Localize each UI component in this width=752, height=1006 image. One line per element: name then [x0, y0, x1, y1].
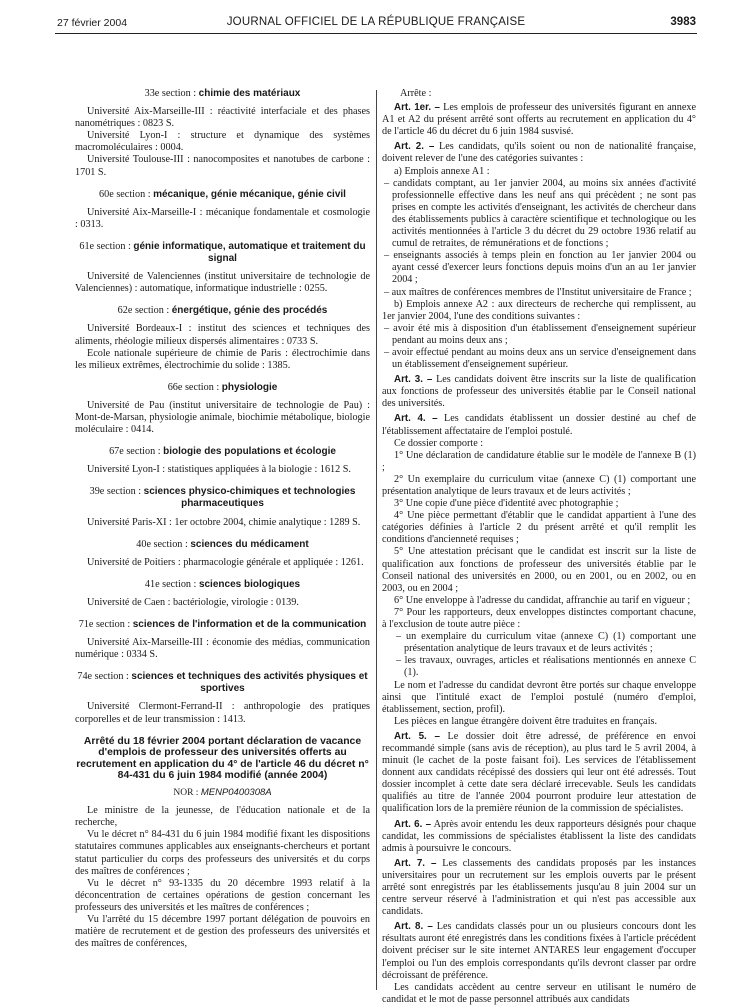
article-8-text: Les candidats classés pour un ou plusieurs concours dont les résultats auront été enregistrés dans les conditions fixées à l'article précédent doivent préciser sur le site internet ANTARES leur engagement d'occuper l'emploi ou l'un des emplois correspondants qu'ils devront classer par ordre décroissant de préférence.: [382, 921, 697, 981]
section-number: 61e: [79, 240, 95, 252]
article-4-item: 2° Un exemplaire du curriculum vitae (annexe C) (1) comportant une présentation analytique de leurs travaux et de leurs activités ;: [382, 473, 696, 497]
section-entry: Université Toulouse-III : nanocomposites et nanotubes de carbone : 1701 S.: [75, 154, 370, 178]
article-8-label: Art. 8. –: [394, 921, 433, 933]
section-block: [75, 579, 370, 609]
header-rule: [55, 33, 697, 34]
section-label: section :: [126, 446, 161, 458]
section-block: [75, 305, 370, 371]
arrete-title: Arrêté du 18 février 2004 portant déclaration de vacance d'emplois de professeur des universités offerts au recrutement en application du 4° de l'article 46 du décret n° 84-431 du 6 juin 1984 modifié (année 2004): [76, 735, 369, 782]
section-number: 67e: [109, 446, 124, 458]
section-name: biologie des populations et écologie: [163, 446, 336, 458]
section-number: 62e: [117, 305, 133, 317]
article-4-intro: Ce dossier comporte :: [394, 437, 484, 449]
article-4: [382, 413, 696, 437]
article-4-item: 4° Une pièce permettant d'établir que le candidat appartient à l'une des catégories définies à l'article 2 du présent arrêté et qu'il remplit les conditions d'ancienneté requises ;: [382, 510, 696, 546]
section-entry: Université de Pau (institut universitaire de technologie de Pau) : Mont-de-Marsan, physiologie animale, biochimie métabolique, biologie moléculaire : 0414.: [75, 399, 370, 436]
article-5-label: Art. 5. –: [394, 730, 440, 742]
article-4-para: Le nom et l'adresse du candidat devront être portés sur chaque enveloppe ainsi que l'intitulé exact de l'emploi postulé (numéro d'emploi, établissement, section, profil).: [382, 679, 696, 715]
page-header: [0, 0, 752, 36]
sections-list: [75, 88, 370, 726]
arrete-word: Arrête :: [400, 88, 432, 99]
section-name: sciences et techniques des activités physiques et sportives: [131, 671, 368, 695]
section-entry: Université Paris-XI : 1er octobre 2004, chimie analytique : 1289 S.: [87, 516, 361, 528]
section-heading: [75, 305, 370, 317]
section-heading: [75, 88, 370, 100]
section-heading: [75, 579, 370, 591]
article-2-b: b) Emplois annexe A2 : aux directeurs de recherche qui remplissent, au 1er janvier 2004, l'une des conditions suivantes :: [382, 298, 696, 322]
section-entry: Université de Caen : bactériologie, virologie : 0139.: [87, 596, 299, 608]
article-4-text: Les candidats établissent un dossier destiné au chef de l'établissement affectataire de l'emploi postulé.: [382, 413, 696, 437]
section-label: section :: [94, 671, 129, 683]
section-label: section :: [116, 188, 151, 200]
section-block: [75, 88, 370, 179]
preamble-vu-1: Vu le décret n° 84-431 du 6 juin 1984 modifié fixant les dispositions statutaires communes applicables aux enseignants-chercheurs et portant statut particulier du corps des professeurs des universités et du corps des maîtres de conférences ;: [75, 829, 370, 877]
section-number: 60e: [99, 188, 114, 200]
section-heading: [75, 486, 370, 510]
section-name: énergétique, génie des procédés: [171, 305, 328, 317]
article-4-item: 3° Une copie d'une pièce d'identité avec photographie ;: [394, 498, 619, 510]
section-label: section :: [96, 240, 131, 252]
section-name: sciences du médicament: [190, 538, 309, 550]
article-2: [382, 141, 696, 165]
article-4-label: Art. 4. –: [394, 413, 438, 425]
article-7-text: Les classements des candidats proposés par les instances universitaires pour un recrutement sur les emplois ouverts par le présent arrêté sont enregistrés par les établissements jusqu'au 8 juin 2004 sur un centre serveur réservé à l'administration et qui n'est pas accessible aux candidats.: [382, 857, 697, 918]
section-number: 33e: [144, 88, 160, 99]
section-entry: Université Lyon-I : structure et dynamique des systèmes macromoléculaires : 0004.: [75, 130, 370, 154]
article-2-b-item: – avoir été mis à disposition d'un établissement d'enseignement supérieur pendant au moins deux ans ;: [384, 322, 696, 346]
section-label: section :: [153, 538, 188, 550]
article-2-a-item: – aux maîtres de conférences membres de l'Institut universitaire de France ;: [384, 286, 692, 298]
section-heading: [75, 241, 370, 265]
section-number: 40e: [136, 538, 151, 550]
article-6: [382, 819, 696, 855]
section-label: section :: [95, 619, 131, 630]
section-block: [75, 486, 370, 528]
section-label: section :: [161, 88, 197, 99]
section-label: section :: [134, 305, 170, 317]
article-5: [382, 731, 696, 816]
article-1: [382, 102, 696, 138]
section-heading: [75, 539, 370, 551]
article-6-text: Après avoir entendu les deux rapporteurs désignés pour chaque candidat, les commissions de spécialistes établissent la liste des candidats admis à poursuivre le concours.: [382, 818, 697, 854]
left-column: [75, 88, 370, 950]
article-4-item: 5° Une attestation précisant que le candidat est inscrit sur la liste de qualification aux fonctions de professeur des universités établie par le Conseil national des universités en 2000, ou en 2001, ou en 2002, ou en 2003, ou en 2004 ;: [382, 546, 696, 594]
section-entry: Université de Poitiers : pharmacologie générale et appliquée : 1261.: [87, 556, 364, 568]
article-4-item: 7° Pour les rapporteurs, deux enveloppes distinctes comportant chacune, à l'exclusion de toute autre pièce :: [382, 606, 696, 631]
article-3: [382, 374, 696, 410]
page-number: 3983: [670, 16, 696, 28]
section-entry: Ecole nationale supérieure de chimie de Paris : électrochimie dans les milieux extrêmes, électrochimie du solide : 1385.: [75, 347, 370, 371]
section-number: 39e: [89, 486, 105, 498]
article-2-label: Art. 2. –: [394, 141, 435, 153]
section-name: physiologie: [221, 381, 278, 393]
article-2-a-item: – enseignants associés à temps plein en fonction au 1er janvier 2004 ou ayant cessé d'exercer leurs fonctions depuis moins d'un an au 1er janvier 2004 ;: [384, 250, 696, 286]
section-entry: Université Clermont-Ferrand-II : anthropologie des pratiques corporelles et de leur transmission : 1413.: [75, 701, 370, 725]
section-number: 71e: [78, 619, 94, 630]
section-name: mécanique, génie mécanique, génie civil: [153, 188, 346, 200]
header-date: 27 février 2004: [57, 17, 128, 29]
section-block: [75, 241, 370, 295]
article-4-sub-item: – un exemplaire du curriculum vitae (annexe C) (1) comportant une présentation analytique de leurs travaux et de leurs activités ;: [396, 631, 696, 655]
right-column: [382, 88, 696, 1006]
article-8: [382, 921, 696, 981]
preamble-minister: Le ministre de la jeunesse, de l'éducation nationale et de la recherche,: [75, 805, 370, 829]
section-entry: Université Bordeaux-I : institut des sciences et techniques des aliments, rhéologie milieux dispersés alimentaires : 0733 S.: [75, 323, 370, 347]
section-number: 74e: [77, 671, 93, 683]
article-4-item: 1° Une déclaration de candidature établie sur le modèle de l'annexe B (1) ;: [382, 449, 696, 473]
section-block: [75, 189, 370, 231]
journal-title: JOURNAL OFFICIEL DE LA RÉPUBLIQUE FRANÇAISE: [226, 16, 526, 28]
section-entry: Université Aix-Marseille-III : économie des médias, communication numérique : 0334 S.: [75, 637, 370, 661]
article-2-text: Les candidats, qu'ils soient ou non de nationalité française, doivent relever de l'une des catégories suivantes :: [382, 141, 697, 165]
section-heading: [75, 189, 370, 201]
article-5-text: Le dossier doit être adressé, de préférence en envoi recommandé simple (sans avis de réception), au plus tard le 5 avril 2004, à minuit (le cachet de la poste faisant foi). Les services de l'établissement donnent aux candidats récépissé des dossiers qui leur ont été adressés. Tout dossier incomplet à cette date sera déclaré irrecevable. Seuls les candidats qualifiés au titre de l'année 2004 pourront produire leur attestation de qualification lors de la première réunion de la commission de spécialistes.: [382, 730, 697, 815]
article-6-label: Art. 6. –: [394, 818, 432, 830]
section-block: [75, 671, 370, 725]
preamble-vu-2: Vu le décret n° 93-1335 du 20 décembre 1993 relatif à la déconcentration de certaines opérations de gestion concernant les professeurs des universités et les maîtres de conférences ;: [75, 877, 370, 913]
section-heading: [75, 619, 370, 631]
section-heading: [75, 671, 370, 695]
section-block: [75, 619, 370, 661]
article-1-label: Art. 1er. –: [394, 102, 440, 114]
section-label: section :: [162, 578, 197, 590]
section-label: section :: [184, 381, 220, 393]
article-7: [382, 858, 696, 918]
section-entry: Université Lyon-I : statistiques appliquées à la biologie : 1612 S.: [87, 464, 351, 476]
article-8-para: Les candidats accèdent au centre serveur en utilisant le numéro de candidat et le mot de passe personnel attribués aux candidats: [382, 981, 696, 1005]
preamble-vu-3: Vu l'arrêté du 15 décembre 1997 portant délégation de pouvoirs en matière de recrutement et de gestion des professeurs des universités et des maîtres de conférences,: [75, 913, 370, 950]
section-block: [75, 382, 370, 436]
article-2-b-item: – avoir effectué pendant au moins deux ans un service d'enseignement dans un établissement d'enseignement supérieur.: [384, 346, 696, 371]
section-name: sciences physico-chimiques et technologies pharmaceutiques: [143, 486, 356, 510]
section-heading: [75, 382, 370, 394]
nor-reference: [75, 787, 370, 799]
nor-label: NOR :: [173, 788, 199, 799]
section-name: chimie des matériaux: [198, 88, 301, 99]
section-label: section :: [106, 486, 142, 498]
article-4-sub-item: – les travaux, ouvrages, articles et réalisations mentionnés en annexe C (1).: [396, 655, 696, 679]
article-3-label: Art. 3. –: [394, 374, 433, 386]
article-1-text: Les emplois de professeur des universités figurant en annexe A1 et A2 du présent arrêté sont offerts au recrutement en application du 4° de l'article 46 du décret du 6 juin 1984 susvisé.: [382, 102, 697, 138]
article-2-a-item: – candidats comptant, au 1er janvier 2004, au moins six années d'activité professionnelle effective dans les neuf ans qui précèdent ; ne sont pas prises en compte les activités d'enseignant, les activités de chercheur dans des établissements publics à caractère scientifique et technologique ou les activités mentionnées à l'article 3 du décret du 29 octobre 1936 relatif au cumul de retraites, de rémunérations et de fonctions ;: [384, 177, 696, 250]
section-block: [75, 539, 370, 569]
section-entry: Université Aix-Marseille-III : réactivité interfaciale et des phases nanométriques : 0823 S.: [75, 106, 370, 130]
nor-code: MENP0400308A: [200, 787, 272, 799]
article-3-text: Les candidats doivent être inscrits sur la liste de qualification aux fonctions de professeur des universités établie par le Conseil national des universités.: [382, 374, 696, 410]
section-entry: Université Aix-Marseille-I : mécanique fondamentale et cosmologie : 0313.: [75, 206, 370, 230]
section-number: 66e: [167, 381, 183, 393]
section-name: sciences de l'information et de la communication: [132, 619, 367, 630]
column-divider: [376, 90, 377, 990]
section-entry: Université de Valenciennes (institut universitaire de technologie de Valenciennes) : automatique, informatique industrielle : 0255.: [75, 271, 370, 295]
article-7-label: Art. 7. –: [394, 857, 437, 869]
section-block: [75, 446, 370, 476]
section-name: sciences biologiques: [198, 578, 301, 590]
section-heading: [75, 446, 370, 458]
section-number: 41e: [144, 578, 160, 590]
article-2-a: a) Emplois annexe A1 :: [394, 165, 490, 177]
article-4-item: 6° Une enveloppe à l'adresse du candidat, affranchie au tarif en vigueur ;: [394, 594, 691, 606]
section-name: génie informatique, automatique et traitement du signal: [133, 240, 366, 265]
article-4-para: Les pièces en langue étrangère doivent être traduites en français.: [394, 715, 658, 727]
